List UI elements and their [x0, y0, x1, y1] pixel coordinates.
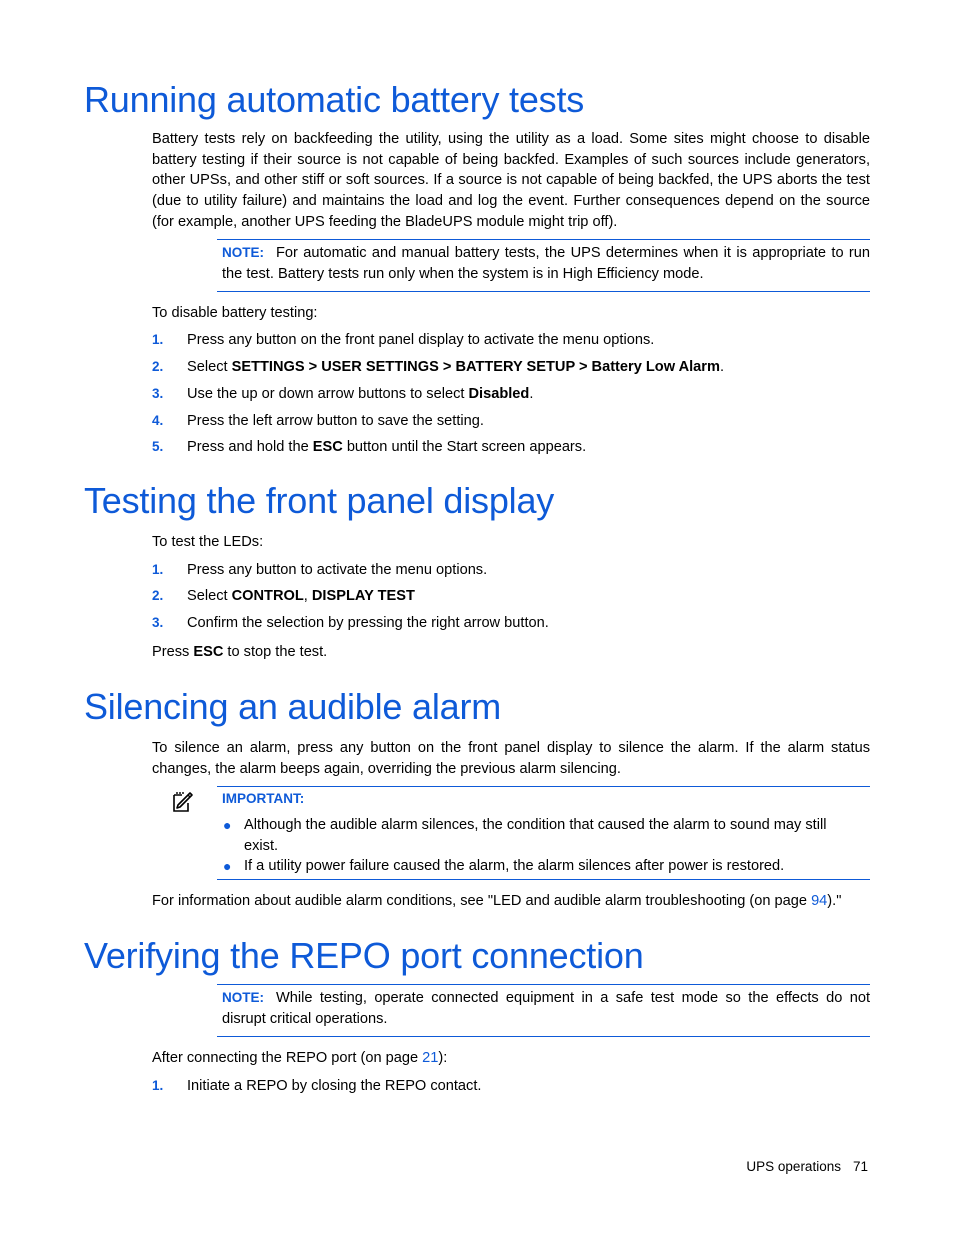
page-footer	[746, 1158, 868, 1176]
step-number: 1.	[152, 1078, 164, 1093]
step-number: 5.	[152, 439, 164, 454]
alarm-intro-paragraph: To silence an alarm, press any button on the front panel display to silence the alarm. If the alarm status changes, the alarm beeps again, overriding the previous alarm silencing.	[152, 740, 870, 777]
important-pencil-icon	[171, 790, 195, 814]
heading-testing-front-panel: Testing the front panel display	[84, 480, 555, 521]
button-name: ESC	[193, 644, 224, 660]
footer-section-name: UPS operations	[746, 1159, 841, 1174]
important-bullet	[223, 856, 863, 877]
note-text: For automatic and manual battery tests, the UPS determines when it is appropriate to run the test. Battery tests run only when the system is in High Efficiency mode.	[222, 245, 870, 282]
display-intro: To test the LEDs:	[152, 534, 264, 550]
menu-item: DISPLAY TEST	[311, 588, 415, 604]
battery-step	[152, 330, 870, 350]
outro-text: Press	[152, 644, 194, 660]
step-text: Press and hold the	[187, 439, 313, 455]
step-text: Press any button on the front panel display to activate the menu options.	[187, 332, 655, 348]
step-number: 2.	[152, 359, 164, 374]
step-text: Initiate a REPO by closing the REPO contact.	[187, 1078, 482, 1094]
important-bullet	[223, 815, 863, 856]
step-text: Select	[187, 359, 232, 375]
info-text: For information about audible alarm conditions, see "LED and audible alarm troubleshooting (on page	[152, 893, 812, 909]
display-outro	[152, 642, 870, 663]
step-separator: ,	[303, 588, 312, 604]
bullet-icon: ●	[223, 858, 232, 874]
step-text-end: .	[719, 359, 725, 375]
page-link-94[interactable]: 94	[811, 893, 828, 909]
step-text: Press the left arrow button to save the setting.	[187, 413, 484, 429]
display-step	[152, 586, 870, 606]
important-label: IMPORTANT:	[222, 791, 305, 806]
alarm-info-paragraph	[152, 891, 870, 912]
step-text: Confirm the selection by pressing the right arrow button.	[187, 615, 549, 631]
battery-step	[152, 384, 870, 404]
bullet-text: If a utility power failure caused the alarm, the alarm silences after power is restored.	[244, 858, 785, 874]
after-text-end: ):	[438, 1050, 448, 1066]
bullet-text: Although the audible alarm silences, the condition that caused the alarm to sound may still exist.	[244, 817, 827, 854]
step-number: 2.	[152, 588, 164, 603]
battery-step	[152, 357, 870, 377]
repo-after-paragraph	[152, 1048, 870, 1069]
footer-page-number: 71	[852, 1159, 868, 1174]
note-label: NOTE:	[222, 245, 264, 260]
info-text-end: )."	[827, 893, 842, 909]
menu-path: SETTINGS > USER SETTINGS > BATTERY SETUP > Battery Low Alarm	[231, 359, 720, 375]
step-number: 3.	[152, 386, 164, 401]
bullet-icon: ●	[223, 817, 232, 833]
option-name: Disabled	[468, 386, 530, 402]
heading-verifying-repo: Verifying the REPO port connection	[84, 935, 644, 976]
display-step	[152, 560, 870, 580]
heading-silencing-alarm: Silencing an audible alarm	[84, 686, 502, 727]
step-text-end: .	[529, 386, 534, 402]
step-text: Press any button to activate the menu options.	[187, 562, 488, 578]
step-number: 1.	[152, 562, 164, 577]
repo-note	[217, 984, 870, 1037]
menu-item: CONTROL	[231, 588, 304, 604]
button-name: ESC	[312, 439, 343, 455]
heading-running-battery-tests: Running automatic battery tests	[84, 79, 585, 120]
step-number: 1.	[152, 332, 164, 347]
battery-intro-paragraph: Battery tests rely on backfeeding the utility, using the utility as a load. Some sites might choose to disable battery testing if their source is not capable of being backfed. Examples of such sources include generators, other UPSs, and other stiff or soft sources. If a source is not capable of being backfed, the UPS aborts the test (due to utility failure) and maintains the load and log the event. Further consequences depend on the source (for example, another UPS feeding the BladeUPS module might trip off).	[152, 131, 870, 230]
disable-intro: To disable battery testing:	[152, 305, 318, 321]
after-text: After connecting the REPO port (on page	[152, 1050, 423, 1066]
step-text-end: button until the Start screen appears.	[342, 439, 587, 455]
repo-step	[152, 1076, 870, 1096]
step-number: 3.	[152, 615, 164, 630]
step-number: 4.	[152, 413, 164, 428]
outro-text-end: to stop the test.	[223, 644, 328, 660]
page-link-21[interactable]: 21	[422, 1050, 439, 1066]
battery-step	[152, 411, 870, 431]
battery-step	[152, 437, 870, 457]
step-text: Use the up or down arrow buttons to select	[187, 386, 469, 402]
important-box	[217, 786, 870, 880]
battery-note	[217, 239, 870, 292]
note-label: NOTE:	[222, 990, 264, 1005]
note-text: While testing, operate connected equipment in a safe test mode so the effects do not disrupt critical operations.	[222, 990, 870, 1027]
step-text: Select	[187, 588, 232, 604]
display-step	[152, 613, 870, 633]
